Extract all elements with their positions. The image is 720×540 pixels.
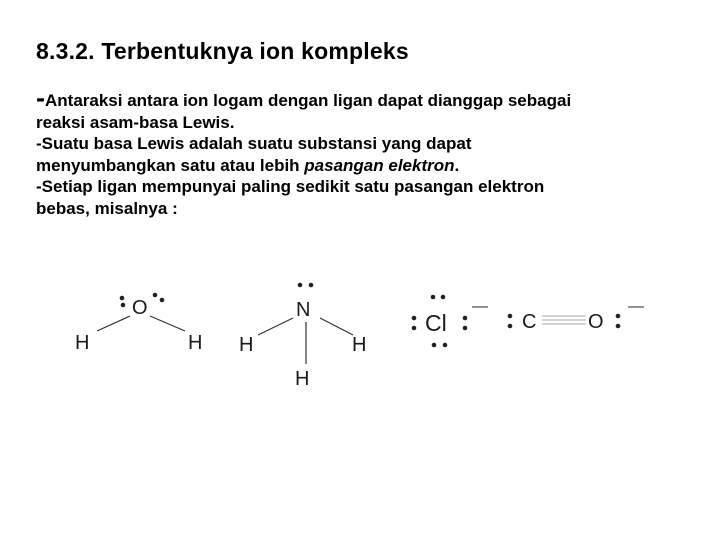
water-molecule <box>75 293 202 354</box>
water-lone-pair-dot <box>120 296 125 301</box>
ammonia-nitrogen: N <box>296 299 311 321</box>
ammonia-hydrogen-right: H <box>352 334 367 356</box>
emphasis-pasangan-elektron: pasangan elektron <box>304 155 455 175</box>
slide-title: 8.3.2. Terbentuknya ion kompleks <box>36 38 409 64</box>
paragraph-3-line-1: -Setiap ligan mempunyai paling sedikit satu pasangan elektron <box>36 177 545 196</box>
chloride-electron-dot <box>443 343 448 348</box>
ammonia-hydrogen-left: H <box>239 334 254 356</box>
chloride-electron-dot <box>463 326 468 331</box>
carbon-atom: C <box>522 311 537 333</box>
water-hydrogen-left: H <box>75 332 90 354</box>
chloride-charge: — <box>472 298 488 315</box>
ammonia-lone-pair-dot <box>309 283 314 288</box>
chloride-electron-dot <box>463 316 468 321</box>
water-lone-pair-dot <box>121 303 126 308</box>
chloride-ion <box>412 295 488 348</box>
carbon-monoxide-molecule <box>508 298 644 333</box>
water-bond-left <box>97 316 130 331</box>
oxygen-electron-dot <box>616 324 621 329</box>
paragraph-2-line-1: -Suatu basa Lewis adalah suatu substansi yang dapat <box>36 134 472 153</box>
paragraph-2-period: . <box>454 155 460 175</box>
carbon-electron-dot <box>508 324 513 329</box>
paragraph-3-line-2: bebas, misalnya : <box>36 198 178 218</box>
ammonia-bond-right <box>320 318 353 335</box>
water-bond-right <box>150 316 185 331</box>
chloride-electron-dot <box>412 326 417 331</box>
water-hydrogen-right: H <box>188 332 203 354</box>
ammonia-lone-pair-dot <box>298 283 303 288</box>
water-lone-pair-dot <box>160 298 165 303</box>
water-oxygen: O <box>132 297 148 319</box>
oxygen-electron-dot <box>616 314 621 319</box>
ammonia-hydrogen-bottom: H <box>295 368 310 390</box>
chloride-electron-dot <box>432 343 437 348</box>
paragraph-2-text: menyumbangkan satu atau lebih <box>36 155 305 175</box>
carbon-electron-dot <box>508 314 513 319</box>
molecule-charge: — <box>628 298 644 315</box>
paragraph-1-line-2: reaksi asam-basa Lewis. <box>36 112 235 132</box>
ammonia-bond-left <box>258 318 293 335</box>
paragraph-1-line-1: Antaraksi antara ion logam dengan ligan dapat dianggap sebagai <box>45 91 572 110</box>
water-lone-pair-dot <box>153 293 158 298</box>
chloride-electron-dot <box>441 295 446 300</box>
bullet-dash: - <box>36 83 45 113</box>
chloride-electron-dot <box>412 316 417 321</box>
chloride-atom: Cl <box>425 310 447 336</box>
ammonia-molecule <box>239 283 366 390</box>
chloride-electron-dot <box>431 295 436 300</box>
oxygen-atom: O <box>588 311 604 333</box>
